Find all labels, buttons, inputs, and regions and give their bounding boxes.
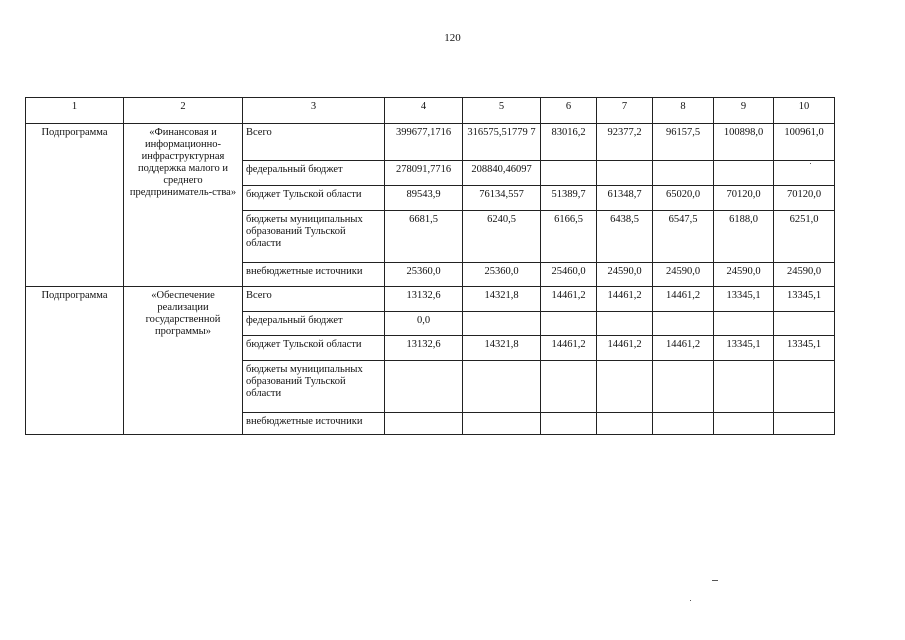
value-cell: 6240,5 [463, 211, 541, 263]
value-cell [385, 413, 463, 435]
value-cell [463, 361, 541, 413]
value-cell [541, 361, 597, 413]
value-cell [774, 312, 835, 336]
value-cell [714, 413, 774, 435]
value-cell [463, 312, 541, 336]
value-cell [597, 161, 653, 186]
page-number: 120 [444, 32, 461, 44]
value-cell [597, 413, 653, 435]
subprogram-name: «Обеспечение реализации государственной программы» [124, 287, 243, 435]
scan-speck [712, 580, 718, 581]
value-cell: 14461,2 [597, 287, 653, 312]
value-cell [714, 361, 774, 413]
value-cell: 13345,1 [774, 336, 835, 361]
value-cell: 13132,6 [385, 336, 463, 361]
value-cell: 70120,0 [774, 186, 835, 211]
value-cell: 14461,2 [597, 336, 653, 361]
value-cell: 14321,8 [463, 336, 541, 361]
value-cell: 24590,0 [653, 263, 714, 287]
value-cell: 13345,1 [714, 336, 774, 361]
value-cell [774, 161, 835, 186]
value-cell: 13345,1 [714, 287, 774, 312]
value-cell [597, 361, 653, 413]
header-cell: 2 [124, 98, 243, 124]
header-cell: 4 [385, 98, 463, 124]
budget-table [25, 97, 835, 435]
value-cell: 14461,2 [541, 287, 597, 312]
value-cell: 25460,0 [541, 263, 597, 287]
table-row [26, 287, 835, 312]
funding-source: Всего [243, 287, 385, 312]
table-row [26, 124, 835, 161]
value-cell [774, 361, 835, 413]
value-cell [597, 312, 653, 336]
subprogram-type: Подпрограмма [26, 124, 124, 287]
header-cell: 6 [541, 98, 597, 124]
funding-source: федеральный бюджет [243, 312, 385, 336]
subprogram-name: «Финансовая и информационно-инфраструктурная поддержка малого и среднего предприниматель-ства» [124, 124, 243, 287]
value-cell [541, 161, 597, 186]
header-cell: 8 [653, 98, 714, 124]
value-cell: 65020,0 [653, 186, 714, 211]
value-cell: 24590,0 [597, 263, 653, 287]
value-cell: 89543,9 [385, 186, 463, 211]
value-cell: 100898,0 [714, 124, 774, 161]
value-cell: 24590,0 [774, 263, 835, 287]
value-cell: 6166,5 [541, 211, 597, 263]
funding-source: бюджет Тульской области [243, 186, 385, 211]
header-cell: 3 [243, 98, 385, 124]
header-row [26, 98, 835, 124]
value-cell [653, 312, 714, 336]
funding-source: Всего [243, 124, 385, 161]
value-cell: 13345,1 [774, 287, 835, 312]
value-cell: 278091,7716 [385, 161, 463, 186]
value-cell: 6681,5 [385, 211, 463, 263]
value-cell: 14461,2 [653, 336, 714, 361]
value-cell: 316575,51779 7 [463, 124, 541, 161]
subprogram-type: Подпрограмма [26, 287, 124, 435]
funding-source: внебюджетные источники [243, 263, 385, 287]
value-cell: 6438,5 [597, 211, 653, 263]
value-cell: 13132,6 [385, 287, 463, 312]
value-cell: 6547,5 [653, 211, 714, 263]
value-cell: 0,0 [385, 312, 463, 336]
value-cell [541, 413, 597, 435]
value-cell [774, 413, 835, 435]
value-cell: 14461,2 [541, 336, 597, 361]
header-cell: 10 [774, 98, 835, 124]
header-cell: 5 [463, 98, 541, 124]
funding-source: внебюджетные источники [243, 413, 385, 435]
value-cell: 61348,7 [597, 186, 653, 211]
funding-source: бюджет Тульской области [243, 336, 385, 361]
value-cell: 25360,0 [463, 263, 541, 287]
value-cell [653, 161, 714, 186]
value-cell [463, 413, 541, 435]
value-cell [653, 361, 714, 413]
value-cell: 25360,0 [385, 263, 463, 287]
funding-source: федеральный бюджет [243, 161, 385, 186]
value-cell: 6188,0 [714, 211, 774, 263]
header-cell: 7 [597, 98, 653, 124]
value-cell [385, 361, 463, 413]
value-cell [714, 161, 774, 186]
funding-source: бюджеты муниципальных образований Тульской области [243, 361, 385, 413]
value-cell: 24590,0 [714, 263, 774, 287]
value-cell: 76134,557 [463, 186, 541, 211]
header-cell: 1 [26, 98, 124, 124]
value-cell: 14461,2 [653, 287, 714, 312]
scan-speck [690, 600, 691, 601]
value-cell: 70120,0 [714, 186, 774, 211]
value-cell: 6251,0 [774, 211, 835, 263]
funding-source: бюджеты муниципальных образований Тульской области [243, 211, 385, 263]
value-cell: 399677,1716 [385, 124, 463, 161]
header-cell: 9 [714, 98, 774, 124]
scan-speck [810, 163, 811, 164]
value-cell: 92377,2 [597, 124, 653, 161]
value-cell: 14321,8 [463, 287, 541, 312]
value-cell: 83016,2 [541, 124, 597, 161]
value-cell [714, 312, 774, 336]
value-cell: 96157,5 [653, 124, 714, 161]
value-cell [653, 413, 714, 435]
value-cell: 51389,7 [541, 186, 597, 211]
value-cell: 208840,46097 [463, 161, 541, 186]
value-cell: 100961,0 [774, 124, 835, 161]
value-cell [541, 312, 597, 336]
